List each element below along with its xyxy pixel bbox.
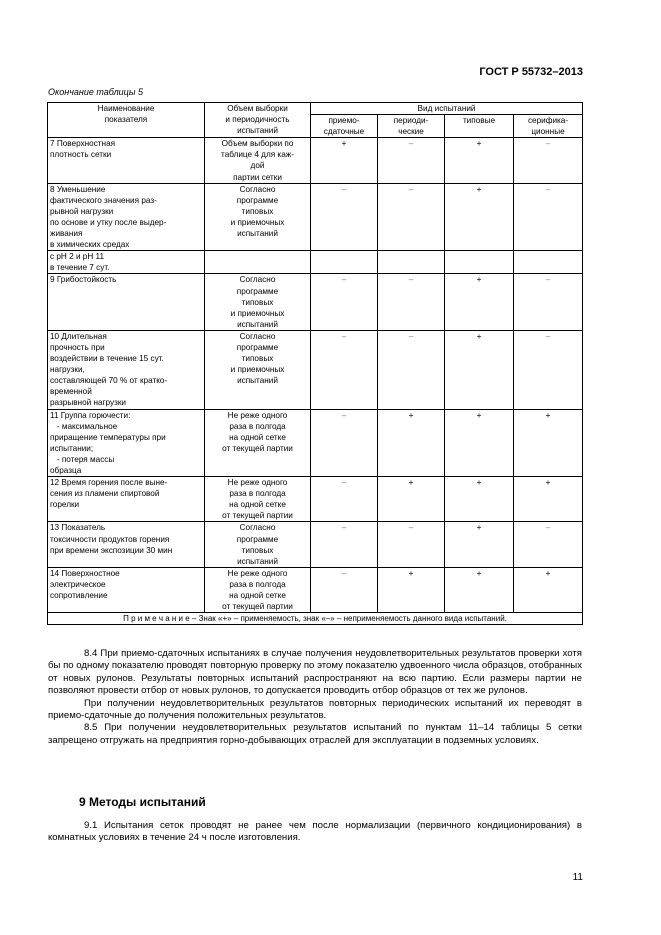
mark-cell bbox=[445, 138, 514, 183]
indicator-name-cell-line: воздействии в течение 15 сут. bbox=[50, 354, 164, 364]
indicator-name-cell-line: в течение 7 сут. bbox=[50, 263, 110, 273]
sample-size-cell-line: программе bbox=[236, 195, 279, 205]
table-row bbox=[48, 138, 583, 183]
mark-cell-line: + bbox=[408, 478, 414, 488]
mark-cell bbox=[445, 567, 514, 612]
header-test-types bbox=[311, 103, 583, 115]
header-sample-size-line: испытаний bbox=[237, 126, 278, 136]
indicator-name-cell-line: по основе и утку после выдер- bbox=[50, 217, 167, 227]
sample-size-cell-line: испытаний bbox=[237, 556, 278, 566]
sample-size-cell-line: от текущей партии bbox=[222, 443, 293, 453]
sample-size-cell bbox=[205, 409, 311, 477]
mark-cell-line: – bbox=[341, 184, 347, 194]
mark-cell-line: – bbox=[545, 184, 551, 194]
mark-cell bbox=[311, 251, 378, 274]
indicator-name-cell-line: 8 Уменьшение bbox=[50, 184, 106, 194]
test-types-table bbox=[47, 102, 583, 625]
sample-size-cell-line: на одной сетке bbox=[229, 500, 286, 510]
indicator-name-cell bbox=[48, 138, 205, 183]
indicator-name-cell-line: 12 Время горения после выне- bbox=[50, 478, 168, 488]
indicator-name-cell-line: живания bbox=[50, 229, 83, 239]
mark-cell-line: + bbox=[476, 184, 482, 194]
mark-cell-line: – bbox=[341, 568, 347, 578]
paragraph-8-5: 8.5 При получении неудовлетворительных результатов испытаний по пунктам 11–14 таблицы 5 сетки запрещено отгружать на предприятия горно-добывающих отраслей для эксплуатации в подземных условиях. bbox=[48, 722, 582, 746]
mark-cell-line: + bbox=[476, 275, 482, 285]
indicator-name-cell-line: при времени экспозиции 30 мин bbox=[50, 545, 173, 555]
mark-cell-line: – bbox=[545, 139, 551, 149]
indicator-name-cell-line: сопротивление bbox=[50, 591, 108, 601]
mark-cell-line: + bbox=[476, 331, 482, 341]
indicator-name-cell-line: временной bbox=[50, 387, 92, 397]
subheader-2-line: типовые bbox=[462, 116, 496, 126]
sample-size-cell-line: программе bbox=[236, 342, 279, 352]
mark-cell-line: – bbox=[341, 331, 347, 341]
mark-cell-line: – bbox=[408, 275, 414, 285]
sample-size-cell-line: таблице 4 для каж- bbox=[221, 150, 294, 160]
indicator-name-cell-line: сения из пламени спиртовой bbox=[50, 489, 160, 499]
table-row bbox=[48, 251, 583, 274]
mark-cell bbox=[514, 477, 583, 522]
mark-cell bbox=[378, 251, 445, 274]
table-row bbox=[48, 522, 583, 567]
header-indicator-name bbox=[48, 103, 205, 138]
mark-cell-line: – bbox=[408, 523, 414, 533]
mark-cell-line: – bbox=[545, 275, 551, 285]
sample-size-cell-line: Согласно bbox=[239, 331, 276, 341]
indicator-name-cell bbox=[48, 330, 205, 409]
mark-cell-line: – bbox=[341, 410, 347, 420]
mark-cell-line: – bbox=[545, 331, 551, 341]
subheader-1-line: периоди- bbox=[393, 116, 429, 126]
subheader-0-line: приемо- bbox=[328, 116, 360, 126]
indicator-name-cell bbox=[48, 477, 205, 522]
mark-cell bbox=[378, 567, 445, 612]
mark-cell bbox=[378, 522, 445, 567]
mark-cell bbox=[311, 330, 378, 409]
indicator-name-cell-line: составляющей 70 % от кратко- bbox=[50, 376, 168, 386]
table-note bbox=[48, 613, 583, 625]
sample-size-cell-line: Согласно bbox=[239, 523, 276, 533]
table-note-row bbox=[48, 613, 583, 625]
sample-size-cell-line: и приемочных bbox=[230, 308, 285, 318]
sample-size-cell bbox=[205, 251, 311, 274]
indicator-name-cell-line: нагрузки, bbox=[50, 365, 85, 375]
indicator-name-cell-line: разрывной нагрузки bbox=[50, 398, 127, 408]
mark-cell bbox=[445, 183, 514, 251]
indicator-name-cell-line: рывной нагрузки bbox=[50, 206, 114, 216]
subheader-1-line: ческие bbox=[398, 127, 424, 137]
mark-cell bbox=[445, 251, 514, 274]
indicator-name-cell bbox=[48, 522, 205, 567]
sample-size-cell-line: испытаний bbox=[237, 229, 278, 239]
mark-cell-line: + bbox=[545, 410, 551, 420]
subheader-1 bbox=[378, 115, 445, 138]
mark-cell bbox=[378, 477, 445, 522]
mark-cell bbox=[514, 567, 583, 612]
indicator-name-cell-line: электрическое bbox=[50, 579, 106, 589]
sample-size-cell-line: партии сетки bbox=[233, 172, 282, 182]
subheader-3-line: серифика- bbox=[527, 116, 569, 126]
sample-size-cell bbox=[205, 138, 311, 183]
mark-cell-line: – bbox=[408, 184, 414, 194]
mark-cell-line: + bbox=[545, 478, 551, 488]
indicator-name-cell-line: токсичности продуктов горения bbox=[50, 534, 170, 544]
table-row bbox=[48, 477, 583, 522]
mark-cell bbox=[445, 330, 514, 409]
mark-cell bbox=[311, 477, 378, 522]
indicator-name-cell-line: плотность сетки bbox=[50, 150, 112, 160]
mark-cell-line: – bbox=[341, 275, 347, 285]
sample-size-cell-line: дой bbox=[250, 161, 265, 171]
sample-size-cell bbox=[205, 330, 311, 409]
mark-cell-line: + bbox=[476, 523, 482, 533]
header-indicator-name-line: Наименование bbox=[97, 104, 155, 113]
mark-cell bbox=[311, 183, 378, 251]
table-note-line: П р и м е ч а н и е – Знак «+» – применяемость, знак «–» – неприменяемость данного вида испытаний. bbox=[123, 614, 507, 624]
indicator-name-cell-line: 14 Поверхностное bbox=[50, 568, 120, 578]
table-caption: Окончание таблицы 5 bbox=[48, 87, 143, 97]
mark-cell bbox=[514, 183, 583, 251]
indicator-name-cell bbox=[48, 567, 205, 612]
table-row bbox=[48, 183, 583, 251]
sample-size-cell-line: раза в полгода bbox=[229, 421, 286, 431]
subheader-0-line: сдаточные bbox=[323, 127, 365, 137]
indicator-name-cell-line: 13 Показатель bbox=[50, 523, 106, 533]
sample-size-cell-line: на одной сетке bbox=[229, 591, 286, 601]
mark-cell-line: – bbox=[341, 523, 347, 533]
mark-cell bbox=[311, 138, 378, 183]
mark-cell bbox=[445, 477, 514, 522]
subheader-0 bbox=[311, 115, 378, 138]
mark-cell bbox=[445, 522, 514, 567]
indicator-name-cell-line: - максимальное bbox=[50, 421, 118, 431]
mark-cell-line: – bbox=[408, 331, 414, 341]
mark-cell-line: + bbox=[476, 410, 482, 420]
header-indicator-name-line: показателя bbox=[104, 115, 148, 125]
mark-cell bbox=[311, 274, 378, 330]
indicator-name-cell-line: 9 Грибостойкость bbox=[50, 275, 117, 285]
mark-cell bbox=[378, 409, 445, 477]
subheader-3-line: ционные bbox=[531, 127, 565, 137]
sample-size-cell bbox=[205, 477, 311, 522]
sample-size-cell-line: типовых bbox=[241, 545, 274, 555]
sample-size-cell-line: испытаний bbox=[237, 319, 278, 329]
sample-size-cell-line: типовых bbox=[241, 297, 274, 307]
paragraph-9-1: 9.1 Испытания сеток проводят не ранее чем после нормализации (первичного кондиционирования) в комнатных условиях в течение 24 ч после изготовления. bbox=[48, 820, 582, 844]
indicator-name-cell-line: фактического значения раз- bbox=[50, 195, 157, 205]
indicator-name-cell-line: образца bbox=[50, 466, 82, 475]
mark-cell bbox=[514, 138, 583, 183]
sample-size-cell-line: испытаний bbox=[237, 376, 278, 386]
sample-size-cell-line: на одной сетке bbox=[229, 432, 286, 442]
indicator-name-cell-line: в химических средах bbox=[50, 240, 130, 250]
page-number: 11 bbox=[572, 872, 583, 883]
header-test-types-line: Вид испытаний bbox=[417, 104, 476, 113]
sample-size-cell-line: Согласно bbox=[239, 275, 276, 285]
mark-cell-line: + bbox=[545, 568, 551, 578]
indicator-name-cell-line: 10 Длительная bbox=[50, 331, 107, 341]
mark-cell-line: + bbox=[341, 139, 347, 149]
sample-size-cell bbox=[205, 274, 311, 330]
sample-size-cell-line: Не реже одного bbox=[227, 410, 288, 420]
indicator-name-cell-line: горелки bbox=[50, 500, 80, 510]
subheader-2 bbox=[445, 115, 514, 138]
sample-size-cell bbox=[205, 567, 311, 612]
sample-size-cell-line: раза в полгода bbox=[229, 489, 286, 499]
indicator-name-cell bbox=[48, 274, 205, 330]
table-row bbox=[48, 330, 583, 409]
sample-size-cell-line: от текущей партии bbox=[222, 511, 293, 521]
paragraph-8-4: 8.4 При приемо-сдаточных испытаниях в случае получения неудовлетворительных результатов проверки хотя бы по одному показателю проводят повторную проверку по этому показателю удвоенного числа образцов, отобранных от новых рулонов. Результаты повторных испытаний распространяют на всю партию. Если размеры партии не позволяют провести отбор от новых рулонов, то допускается проводить отбор образцов от тех же рулонов. bbox=[48, 648, 582, 697]
mark-cell bbox=[311, 567, 378, 612]
header-sample-size-line: и периодичность bbox=[225, 115, 290, 125]
mark-cell bbox=[445, 409, 514, 477]
sample-size-cell-line: и приемочных bbox=[230, 217, 285, 227]
sample-size-cell-line: типовых bbox=[241, 206, 274, 216]
sample-size-cell-line: раза в полгода bbox=[229, 579, 286, 589]
sample-size-cell-line: типовых bbox=[241, 354, 274, 364]
indicator-name-cell-line: - потеря массы bbox=[50, 454, 115, 464]
indicator-name-cell-line: испытании; bbox=[50, 443, 94, 453]
indicator-name-cell-line: 7 Поверхностная bbox=[50, 139, 116, 149]
sample-size-cell-line: Объем выборки по bbox=[221, 139, 294, 149]
sample-size-cell-line: и приемочных bbox=[230, 365, 285, 375]
indicator-name-cell-line: с pH 2 и pH 11 bbox=[50, 252, 105, 262]
header-sample-size-line: Объем выборки bbox=[227, 104, 288, 113]
mark-cell-line: – bbox=[545, 523, 551, 533]
mark-cell bbox=[311, 522, 378, 567]
indicator-name-cell-line: 11 Группа горючести: bbox=[50, 410, 131, 420]
mark-cell-line: – bbox=[408, 139, 414, 149]
mark-cell bbox=[514, 251, 583, 274]
document-header: ГОСТ Р 55732–2013 bbox=[479, 66, 583, 78]
subheader-3 bbox=[514, 115, 583, 138]
sample-size-cell-line: от текущей партии bbox=[222, 602, 293, 612]
table-row bbox=[48, 274, 583, 330]
sample-size-cell-line: Согласно bbox=[239, 184, 276, 194]
sample-size-cell-line: Не реже одного bbox=[227, 478, 288, 488]
indicator-name-cell bbox=[48, 409, 205, 477]
mark-cell-line: + bbox=[476, 478, 482, 488]
table-header-row bbox=[48, 103, 583, 115]
mark-cell-line: – bbox=[341, 478, 347, 488]
mark-cell bbox=[514, 522, 583, 567]
section-body bbox=[48, 820, 582, 845]
body-text bbox=[48, 648, 582, 747]
mark-cell-line: + bbox=[476, 568, 482, 578]
paragraph-periodic: При получении неудовлетворительных результатов повторных периодических испытаний их переводят в приемо-сдаточные до получения положительных результатов. bbox=[48, 697, 582, 722]
indicator-name-cell bbox=[48, 183, 205, 251]
sample-size-cell-line: программе bbox=[236, 534, 279, 544]
mark-cell bbox=[378, 138, 445, 183]
sample-size-cell-line: Не реже одного bbox=[227, 568, 288, 578]
sample-size-cell bbox=[205, 522, 311, 567]
mark-cell bbox=[378, 330, 445, 409]
header-sample-size bbox=[205, 103, 311, 138]
mark-cell bbox=[311, 409, 378, 477]
mark-cell bbox=[445, 274, 514, 330]
table-row bbox=[48, 409, 583, 477]
indicator-name-cell-line: приращение температуры при bbox=[50, 432, 166, 442]
sample-size-cell bbox=[205, 183, 311, 251]
indicator-name-cell-line: прочность при bbox=[50, 342, 105, 352]
mark-cell bbox=[514, 274, 583, 330]
table-row bbox=[48, 567, 583, 612]
mark-cell bbox=[514, 409, 583, 477]
mark-cell bbox=[514, 330, 583, 409]
mark-cell-line: + bbox=[408, 568, 414, 578]
mark-cell bbox=[378, 183, 445, 251]
indicator-name-cell bbox=[48, 251, 205, 274]
sample-size-cell-line: программе bbox=[236, 286, 279, 296]
mark-cell-line: + bbox=[476, 139, 482, 149]
section-title: 9 Методы испытаний bbox=[79, 795, 206, 809]
mark-cell bbox=[378, 274, 445, 330]
mark-cell-line: + bbox=[408, 410, 414, 420]
